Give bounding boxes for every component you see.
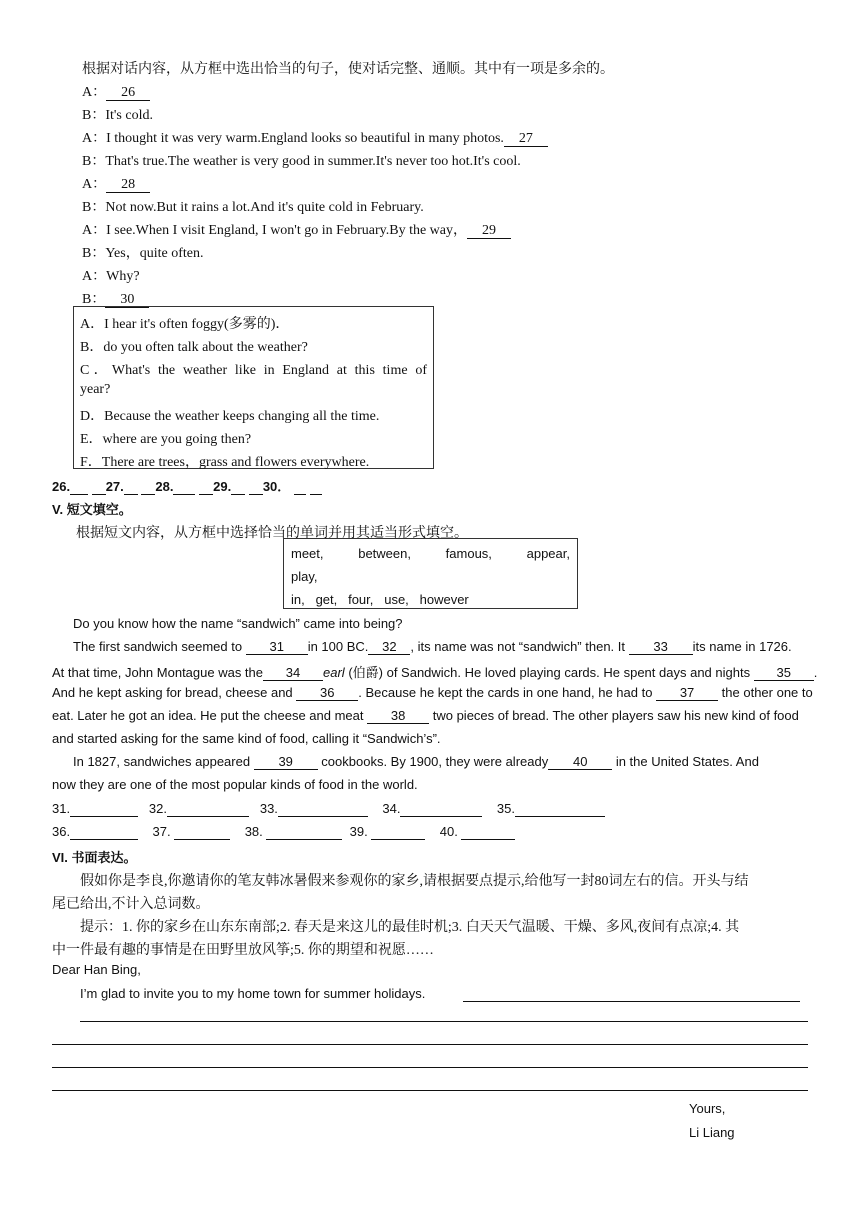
passage-line: At that time, John Montague was the 34 earl (伯爵) of Sandwich. He loved playing cards. He spent days and nights 35 . xyxy=(52,665,818,680)
answer-line-iv xyxy=(52,476,322,495)
dialogue-line xyxy=(82,81,150,101)
option-item: B．do you often talk about the weather? xyxy=(80,340,308,355)
blank-38[interactable]: 38 xyxy=(367,708,429,724)
passage-line: and started asking for the same kind of food, calling it “Sandwich’s”. xyxy=(52,731,441,746)
answer-label: 29. xyxy=(213,479,232,494)
writing-hints: 提示：1. 你的家乡在山东东南部;2. 春天是来这儿的最佳时机;3. 白天天气温暖、干燥、多风,夜间有点凉;4. 其 xyxy=(80,920,740,935)
letter-greeting: Dear Han Bing, xyxy=(52,962,141,977)
answer-label: 26. xyxy=(52,479,71,494)
option-item: C．What's the weather like in England at this time of xyxy=(80,363,427,378)
section-vi-heading: VI. 书面表达。 xyxy=(52,850,137,865)
blank-34[interactable]: 34 xyxy=(263,665,323,681)
blank-27[interactable]: 27 xyxy=(504,131,548,147)
dialogue-text: That's true.The weather is very good in summer.It's never too hot.It's cool. xyxy=(105,154,521,169)
writing-prompt: 假如你是李良,你邀请你的笔友韩冰暑假来参观你的家乡,请根据要点提示,给他写一封80词左右的信。开头与结 xyxy=(80,874,749,889)
speaker-label: B： xyxy=(82,246,106,261)
word-box-line: meet, between, famous, appear, xyxy=(291,546,570,561)
dialogue-line xyxy=(82,150,521,170)
speaker-label: A： xyxy=(82,269,107,284)
dialogue-line xyxy=(82,265,140,285)
section-v-instruction: 根据短文内容，从方框中选择恰当的单词并用其适当形式填空。 xyxy=(76,526,468,541)
dialogue-line xyxy=(82,242,203,262)
answer-row-v2: 36. 37. 38. 39. 40. xyxy=(52,824,515,840)
speaker-label: B： xyxy=(82,292,106,307)
option-item: F．There are trees，grass and flowers everywhere. xyxy=(80,455,370,470)
speaker-label: A： xyxy=(82,131,107,146)
blank-29[interactable]: 29 xyxy=(467,223,511,239)
dialogue-text: Yes，quite often. xyxy=(105,246,204,261)
passage-line: And he kept asking for bread, cheese and 36 . Because he kept the cards in one hand, he had to 37 the other one to xyxy=(52,685,813,700)
blank-37[interactable]: 37 xyxy=(656,685,718,701)
blank-28[interactable]: 28 xyxy=(106,177,150,193)
passage-intro: Do you know how the name “sandwich” came into being? xyxy=(73,616,403,631)
word-box-line: in, get, four, use, however xyxy=(291,592,469,607)
writing-line[interactable] xyxy=(52,1090,808,1091)
blank-31[interactable]: 31 xyxy=(246,639,308,655)
blank-35[interactable]: 35 xyxy=(754,665,814,681)
passage-line: The first sandwich seemed to 31 in 100 BC. 32 , its name was not “sandwich” then. It 33 its name in 1726. xyxy=(73,639,792,654)
answer-row-v1: 31. 32. 33. 34. 35. xyxy=(52,801,605,817)
blank-32[interactable]: 32 xyxy=(368,639,410,655)
option-item: year? xyxy=(80,382,111,397)
writing-line[interactable] xyxy=(80,1021,808,1022)
letter-opening: I’m glad to invite you to my home town for summer holidays. xyxy=(80,986,426,1001)
answer-label: 30． xyxy=(262,479,291,494)
option-item: E．where are you going then? xyxy=(80,432,252,447)
speaker-label: A： xyxy=(82,85,107,100)
blank-40[interactable]: 40 xyxy=(548,754,612,770)
blank-39[interactable]: 39 xyxy=(254,754,318,770)
answer-label: 28. xyxy=(155,479,174,494)
blank-26[interactable]: 26 xyxy=(106,85,150,101)
speaker-label: B： xyxy=(82,108,106,123)
passage-line: eat. Later he got an idea. He put the cheese and meat 38 two pieces of bread. The other players saw his new kind of food xyxy=(52,708,799,723)
writing-prompt: 尾已给出,不计入总词数。 xyxy=(52,897,210,912)
dialogue-line xyxy=(82,173,150,193)
dialogue-text: It's cold. xyxy=(105,108,153,123)
speaker-label: B： xyxy=(82,200,106,215)
dialogue-line xyxy=(82,127,548,147)
letter-closing: Yours, xyxy=(689,1101,726,1116)
writing-line[interactable] xyxy=(52,1044,808,1045)
dialogue-text: Why? xyxy=(106,269,140,284)
blank-36[interactable]: 36 xyxy=(296,685,358,701)
speaker-label: B： xyxy=(82,154,106,169)
answer-label: 27. xyxy=(105,479,124,494)
dialogue-text: I thought it was very warm.England looks so beautiful in many photos. xyxy=(106,131,504,146)
passage-line: In 1827, sandwiches appeared 39 cookbooks. By 1900, they were already 40 in the United States. And xyxy=(73,754,759,769)
passage-line: now they are one of the most popular kinds of food in the world. xyxy=(52,777,418,792)
section-iv-instruction: 根据对话内容，从方框中选出恰当的句子，使对话完整、通顺。其中有一项是多余的。 xyxy=(82,62,614,77)
blank-33[interactable]: 33 xyxy=(629,639,693,655)
writing-line[interactable] xyxy=(463,1001,800,1002)
writing-hints: 中一件最有趣的事情是在田野里放风筝;5. 你的期望和祝愿…… xyxy=(52,943,434,958)
section-v-heading: V. 短文填空。 xyxy=(52,502,132,517)
dialogue-line xyxy=(82,196,424,216)
blank-30[interactable]: 30 xyxy=(105,292,149,308)
option-item: A．I hear it's often foggy(多雾的)． xyxy=(80,317,290,332)
dialogue-line xyxy=(82,288,149,308)
speaker-label: A： xyxy=(82,223,107,238)
speaker-label: A： xyxy=(82,177,107,192)
dialogue-line xyxy=(82,219,511,239)
dialogue-text: I see.When I visit England, I won't go in February.By the way， xyxy=(106,223,467,238)
dialogue-line xyxy=(82,104,153,124)
writing-line[interactable] xyxy=(52,1067,808,1068)
letter-signature: Li Liang xyxy=(689,1125,735,1140)
dialogue-text: Not now.But it rains a lot.And it's quite cold in February. xyxy=(105,200,424,215)
option-item: D．Because the weather keeps changing all the time. xyxy=(80,409,380,424)
word-box-line: play, xyxy=(291,569,318,584)
